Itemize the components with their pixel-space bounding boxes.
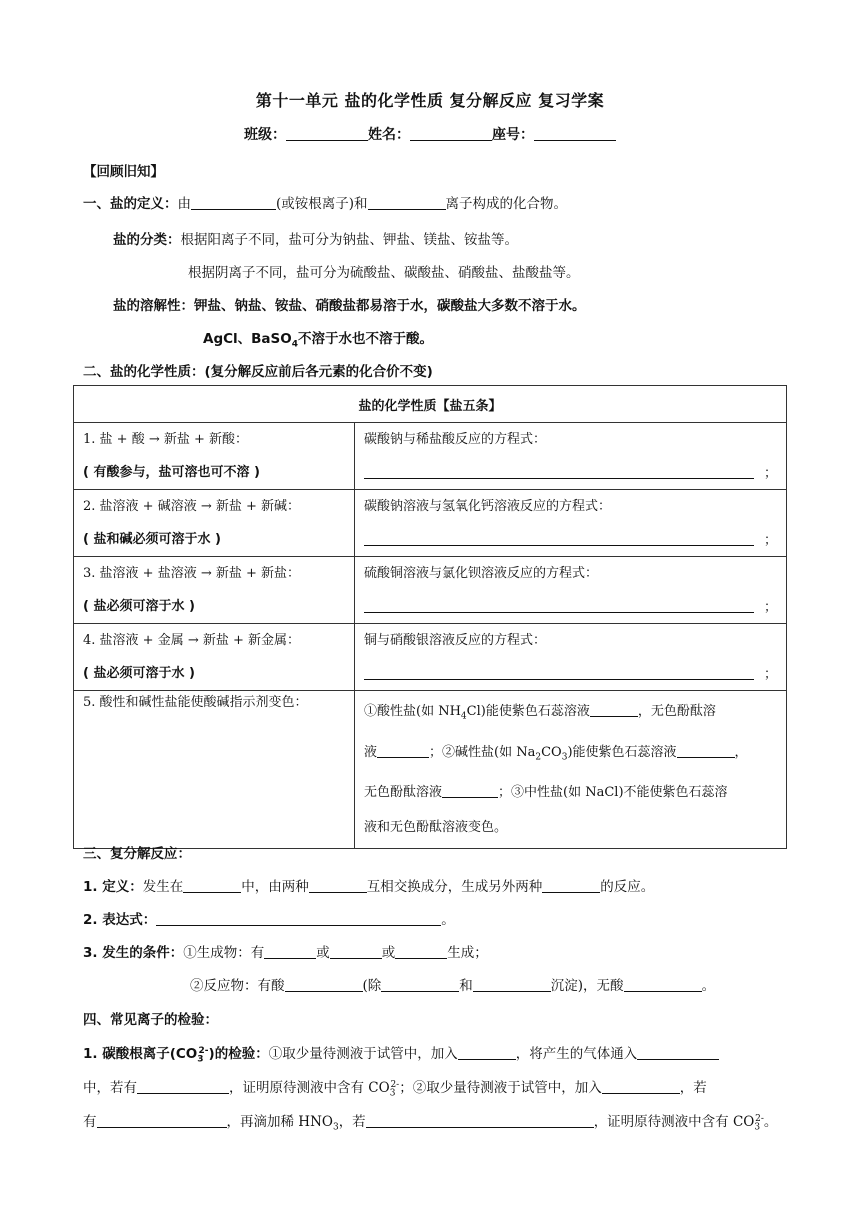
equation-prompt: 硫酸铜溶液与氯化钡溶液反应的方程式： (364, 566, 599, 581)
property-rule: 1. 盐 + 酸 → 新盐 + 新酸： (83, 432, 249, 447)
equation-blank[interactable] (364, 531, 754, 546)
definition-text: 中，由两种 (241, 879, 309, 895)
equation-blank[interactable] (364, 464, 754, 479)
property-condition: ( 盐必须可溶于水 ) (83, 666, 195, 681)
conditions-text: 或 (316, 945, 330, 961)
equation-prompt: 铜与硝酸银溶液反应的方程式： (364, 633, 547, 648)
definition-blank[interactable] (183, 878, 241, 893)
observation-blank[interactable] (366, 1113, 594, 1128)
cation-blank[interactable] (191, 195, 276, 210)
reactant-conditions-line (190, 974, 715, 994)
equation-blank[interactable] (364, 665, 754, 680)
conditions-text: 。 (701, 978, 716, 994)
carbonate-test-text: 中，若有 (83, 1080, 137, 1096)
property-condition: ( 盐和碱必须可溶于水 ) (83, 532, 221, 547)
double-displacement-heading: 三、复分解反应： (83, 846, 191, 862)
semicolon: ； (764, 466, 778, 481)
property-cell: 5. 酸性和碱性盐能使酸碱指示剂变色： (74, 691, 355, 849)
conditions-text: 生成； (447, 945, 488, 961)
class-blank[interactable] (286, 126, 368, 141)
document-title: 第十一单元 盐的化学性质 复分解反应 复习学案 (255, 91, 605, 110)
equation-cell (355, 624, 787, 691)
property-condition: ( 盐必须可溶于水 ) (83, 599, 195, 614)
product-blank[interactable] (395, 944, 447, 959)
semicolon: ； (764, 667, 778, 682)
section-label: 二、盐的化学性质： (83, 364, 205, 380)
superscript: 2- (755, 1113, 764, 1124)
subscript: 3 (332, 1122, 339, 1133)
salt-insoluble-text: 不溶于水也不溶于酸。 (298, 331, 434, 347)
conditions-text: 沉淀)，无酸 (550, 978, 624, 994)
conditions-line (83, 941, 488, 961)
conditions-label: 3. 发生的条件： (83, 945, 184, 961)
carbonate-test-text: 有 (83, 1114, 97, 1130)
carbonate-test-text: 。 (763, 1114, 778, 1130)
subscript: 3 (754, 1122, 761, 1133)
conditions-text: 和 (459, 978, 473, 994)
carbonate-test-text: ①取少量待测液于试管中，加入 (268, 1046, 458, 1062)
seat-blank[interactable] (534, 126, 616, 141)
salt-definition-text: 由 (177, 196, 191, 212)
name-label: 姓名： (368, 127, 410, 143)
indicator-cell (355, 691, 787, 849)
student-info-line (0, 124, 860, 144)
phenol-basic-blank[interactable] (442, 783, 498, 798)
table-row (74, 490, 787, 557)
definition-line (83, 875, 654, 895)
definition-text: 互相交换成分，生成另外两种 (366, 879, 543, 895)
reactant-blank[interactable] (473, 977, 551, 992)
table-header: 盐的化学性质【盐五条】 (74, 386, 787, 423)
answer-line (364, 523, 777, 556)
litmus-basic-blank[interactable] (677, 743, 735, 758)
salt-definition-text: (或铵根离子)和 (276, 196, 368, 212)
salt-definition-text: 离子构成的化合物。 (445, 196, 568, 212)
subscript: 3 (197, 1054, 204, 1065)
subscript: 4 (291, 339, 299, 350)
table-row (74, 691, 787, 849)
indicator-text-part: 液 (364, 744, 378, 760)
semicolon: ； (764, 600, 778, 615)
expression-line (83, 908, 455, 928)
salt-definition-label: 一、盐的定义： (83, 196, 178, 212)
indicator-text-part: ；③中性盐(如 NaCl)不能使紫色石蕊溶 (498, 785, 728, 801)
litmus-acidic-blank[interactable] (590, 702, 638, 717)
salt-classification-label: 盐的分类： (113, 232, 181, 248)
carbonate-test-text: ，证明原待测液中含有 CO (229, 1080, 390, 1096)
carbonate-test-text: ，若 (679, 1080, 707, 1096)
ion-test-heading: 四、常见离子的检验： (83, 1012, 218, 1028)
salt-insoluble-text: AgCl、BaSO (203, 331, 292, 347)
observation-blank[interactable] (97, 1113, 227, 1128)
carbonate-test-label: )的检验： (208, 1046, 269, 1062)
property-rule: 2. 盐溶液 + 碱溶液 → 新盐 + 新碱： (83, 499, 301, 514)
carbonate-test-line-1 (83, 1042, 719, 1065)
answer-line (364, 456, 777, 489)
property-rule: 4. 盐溶液 + 金属 → 新盐 + 新金属： (83, 633, 301, 648)
salt-properties-table (73, 385, 787, 849)
section-note: (复分解反应前后各元素的化合价不变) (204, 364, 433, 380)
reactant-blank[interactable] (624, 977, 702, 992)
equation-cell (355, 423, 787, 490)
salt-classification-text: 根据阳离子不同，盐可分为钠盐、钾盐、镁盐、铵盐等。 (180, 232, 518, 248)
name-blank[interactable] (410, 126, 492, 141)
property-condition: ( 有酸参与，盐可溶也可不溶 ) (83, 465, 260, 480)
table-row (74, 557, 787, 624)
observation-blank[interactable] (137, 1079, 229, 1094)
property-cell (74, 624, 355, 691)
indicator-text-part: 无色酚酞溶液 (364, 785, 443, 801)
definition-text: 的反应。 (600, 879, 655, 895)
equation-cell (355, 557, 787, 624)
chemical-properties-heading (83, 360, 433, 380)
property-cell (74, 557, 355, 624)
equation-prompt: 碳酸钠与稀盐酸反应的方程式： (364, 432, 547, 447)
table-header-row (74, 386, 787, 423)
carbonate-test-line-2 (83, 1076, 707, 1099)
equation-cell (355, 490, 787, 557)
carbonate-test-text: ，证明原待测液中含有 CO (593, 1114, 755, 1130)
equation-blank[interactable] (364, 598, 754, 613)
subscript: 3 (389, 1088, 396, 1099)
answer-line (364, 590, 777, 623)
superscript: 2- (390, 1079, 400, 1090)
equation-prompt: 碳酸钠溶液与氢氧化钙溶液反应的方程式： (364, 499, 612, 514)
salt-solubility-text: 钾盐、钠盐、铵盐、硝酸盐都易溶于水，碳酸盐大多数不溶于水。 (194, 298, 586, 314)
indicator-text-part: ；②碱性盐(如 Na (429, 744, 536, 760)
carbonate-test-text: ；②取少量待测液于试管中，加入 (399, 1080, 602, 1096)
expression-label: 2. 表达式： (83, 912, 157, 928)
indicator-text-part: ，无色酚酞溶 (637, 704, 716, 719)
product-blank[interactable] (330, 944, 382, 959)
product-blank[interactable] (264, 944, 316, 959)
salt-insoluble-line (203, 327, 433, 350)
indicator-text-part: CO (541, 744, 562, 760)
table-row (74, 423, 787, 490)
carbonate-test-label: 1. 碳酸根离子(CO (83, 1046, 198, 1062)
carbonate-test-text: ，再滴加稀 HNO (226, 1114, 333, 1130)
semicolon: ； (764, 533, 778, 548)
salt-definition-line (83, 192, 567, 212)
property-cell (74, 423, 355, 490)
reactant-blank[interactable] (381, 977, 459, 992)
carbonate-test-text: ，若 (338, 1114, 366, 1130)
definition-blank[interactable] (542, 878, 600, 893)
superscript: 2- (198, 1045, 209, 1056)
indicator-text-part: ①酸性盐(如 NH (364, 704, 461, 719)
definition-blank[interactable] (309, 878, 367, 893)
reagent-blank[interactable] (458, 1045, 516, 1060)
subscript: 4 (460, 711, 467, 722)
expression-text: 。 (441, 912, 455, 928)
indicator-text-part: )能使紫色石蕊溶液 (567, 744, 677, 760)
seat-label: 座号： (492, 127, 534, 143)
class-label: 班级： (244, 127, 286, 143)
subscript: 2 (535, 752, 542, 763)
property-cell (74, 490, 355, 557)
carbonate-test-line-3 (83, 1110, 777, 1133)
definition-label: 1. 定义： (83, 879, 143, 895)
indicator-text (364, 691, 777, 848)
indicator-text-part: ， (734, 744, 748, 760)
salt-classification-text: 根据阴离子不同，盐可分为硫酸盐、碳酸盐、硝酸盐、盐酸盐等。 (188, 265, 580, 281)
conditions-text: 或 (381, 945, 396, 961)
definition-text: 发生在 (142, 879, 184, 895)
reagent-blank[interactable] (602, 1079, 680, 1094)
reactant-blank[interactable] (285, 977, 363, 992)
salt-solubility-label: 盐的溶解性： (113, 298, 194, 314)
salt-classification-line (113, 228, 518, 248)
salt-solubility-line (113, 294, 586, 314)
anion-blank[interactable] (368, 195, 446, 210)
subscript: 3 (561, 752, 568, 763)
conditions-text: (除 (362, 978, 382, 994)
conditions-text: ①生成物：有 (183, 945, 265, 961)
indicator-text-part: 液和无色酚酞溶液变色。 (364, 820, 508, 836)
answer-line (364, 657, 777, 690)
review-heading: 【回顾旧知】 (83, 164, 164, 180)
phenol-acidic-blank[interactable] (377, 743, 429, 758)
carbonate-test-text: ，将产生的气体通入 (515, 1046, 638, 1062)
conditions-text: ②反应物：有酸 (190, 978, 285, 994)
indicator-text-part: Cl)能使紫色石蕊溶液 (466, 704, 590, 719)
property-rule: 3. 盐溶液 + 盐溶液 → 新盐 + 新盐： (83, 566, 301, 581)
expression-blank[interactable] (156, 911, 441, 926)
table-row (74, 624, 787, 691)
gas-target-blank[interactable] (637, 1045, 719, 1060)
